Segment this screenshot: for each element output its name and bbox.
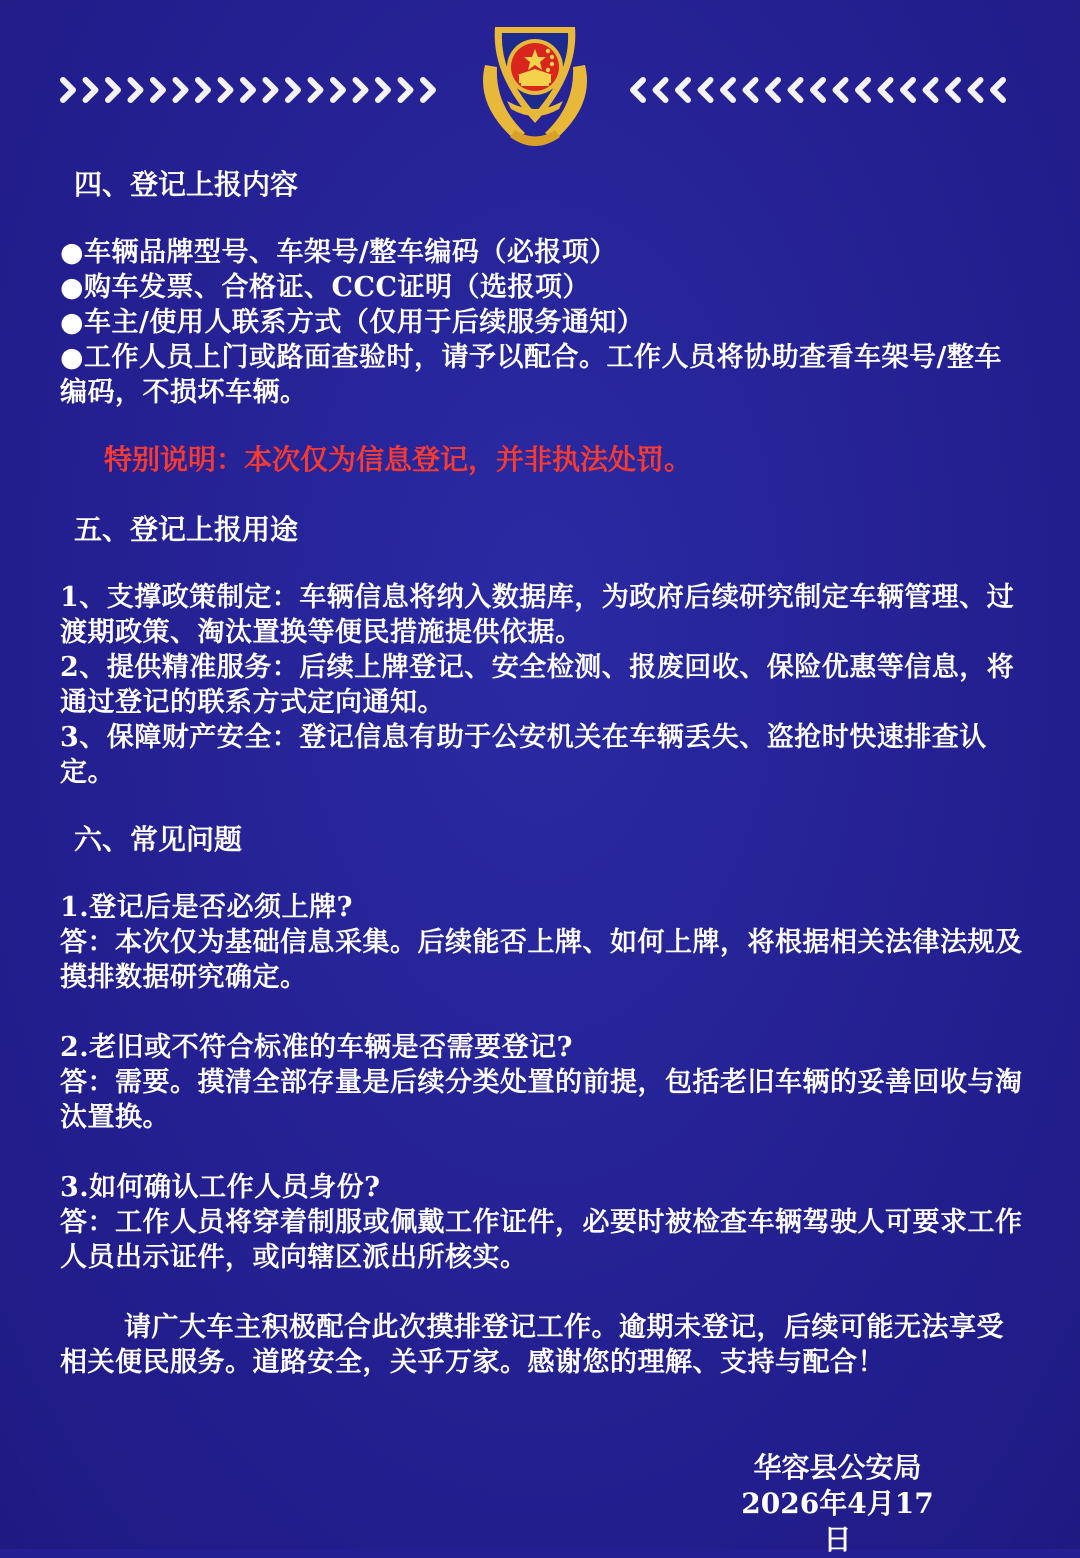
closing-paragraph: 请广大车主积极配合此次摸排登记工作。逾期未登记，后续可能无法享受相关便民服务。道路安全，关乎万家。感谢您的理解、支持与配合！ xyxy=(60,1312,1004,1378)
faq-question: 3.如何确认工作人员身份? xyxy=(60,1172,381,1203)
list-item: ●工作人员上门或路面查验时，请予以配合。工作人员将协助查看车架号/整车编码，不损坏车辆。 xyxy=(60,342,1002,408)
chevron-band-left-icon xyxy=(55,70,450,110)
chevron-band-right-icon xyxy=(625,70,1020,110)
faq-answer: 答：本次仅为基础信息采集。后续能否上牌、如何上牌，将根据相关法律法规及摸排数据研究确定。 xyxy=(60,927,1023,993)
section-heading-4: 四、登记上报内容 xyxy=(74,168,299,201)
list-item: 2、提供精准服务：后续上牌登记、安全检测、报废回收、保险优惠等信息，将通过登记的联系方式定向通知。 xyxy=(60,652,1015,718)
faq-question: 2.老旧或不符合标准的车辆是否需要登记? xyxy=(60,1032,574,1063)
signature-block xyxy=(730,1450,945,1558)
faq-question: 1.登记后是否必须上牌? xyxy=(60,892,354,923)
signature-org: 华容县公安局 xyxy=(753,1451,922,1484)
faq-answer: 答：需要。摸清全部存量是后续分类处置的前提，包括老旧车辆的妥善回收与淘汰置换。 xyxy=(60,1067,1023,1133)
list-item: 3、保障财产安全：登记信息有助于公安机关在车辆丢失、盗抢时快速排查认定。 xyxy=(60,722,987,788)
faq-answer: 答：工作人员将穿着制服或佩戴工作证件，必要时被检查车辆驾驶人可要求工作人员出示证件，或向辖区派出所核实。 xyxy=(60,1207,1023,1273)
signature-date: 2026年4月17日 xyxy=(741,1487,934,1556)
list-item: ●车辆品牌型号、车架号/整车编码（必报项） xyxy=(60,237,617,268)
police-emblem-icon xyxy=(455,5,615,155)
header-banner xyxy=(0,0,1080,160)
list-item: ●购车发票、合格证、CCC证明（选报项） xyxy=(60,272,591,303)
section-heading-6: 六、常见问题 xyxy=(74,823,243,856)
special-notice: 特别说明：本次仅为信息登记，并非执法处罚。 xyxy=(104,443,693,476)
list-item: ●车主/使用人联系方式（仅用于后续服务通知） xyxy=(60,307,645,338)
list-item: 1、支撑政策制定：车辆信息将纳入数据库，为政府后续研究制定车辆管理、过渡期政策、淘汰置换等便民措施提供依据。 xyxy=(60,582,1015,648)
notice-body xyxy=(60,165,1025,1380)
section-heading-5: 五、登记上报用途 xyxy=(74,513,299,546)
